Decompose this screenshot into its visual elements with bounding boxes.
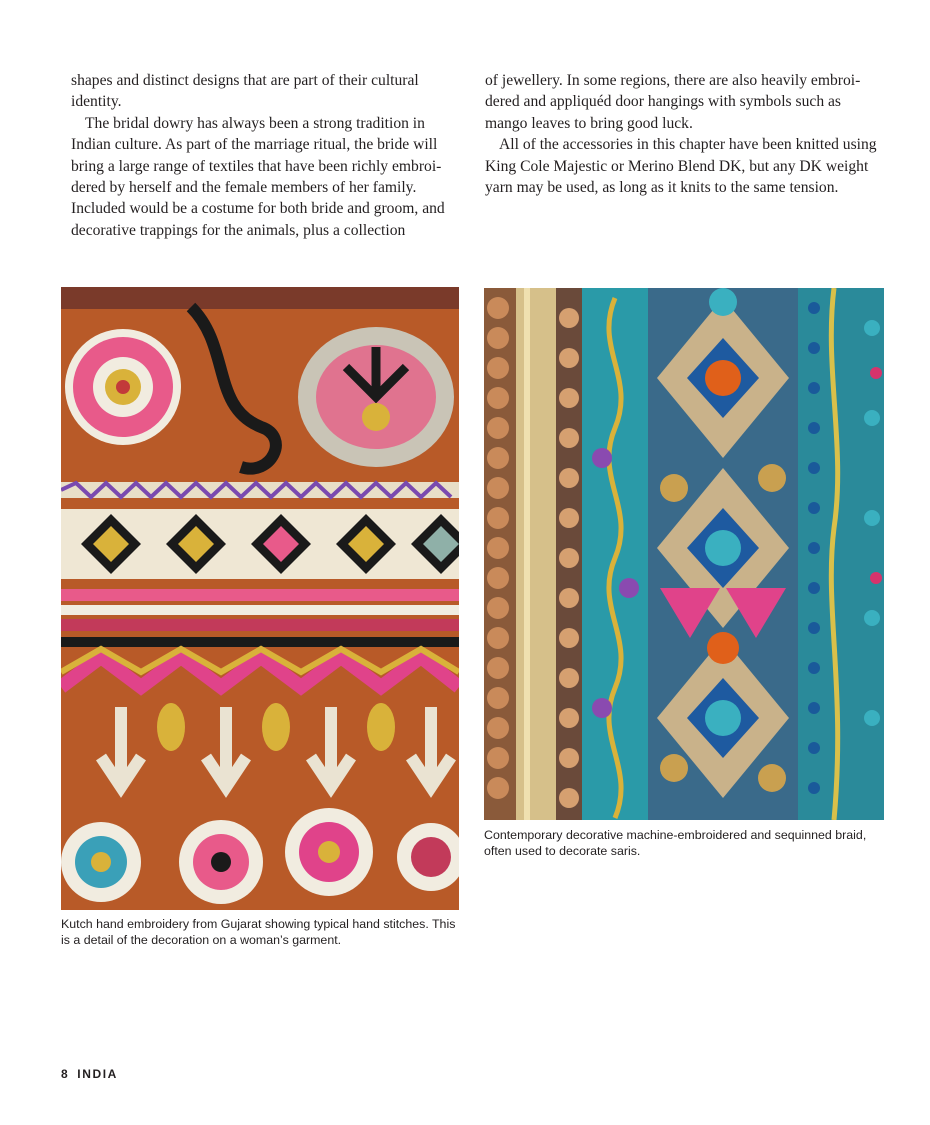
right-text-column xyxy=(485,70,885,198)
kutch-embroidery-photo xyxy=(61,287,459,910)
section-title: INDIA xyxy=(77,1067,118,1081)
kutch-embroidery-illustration xyxy=(61,287,459,910)
left-paragraph-1: shapes and distinct designs that are part of their cultural identity. xyxy=(71,72,419,111)
left-paragraph-2: The bridal dowry has always been a strong tradition in Indian culture. As part of the marriage ritual, the bride will bring a large range of textiles that have been richly embroidered by herself and the female members of her family. Included would be a costume for both bride and groom, and decorative trappings for the animals, plus a collection xyxy=(71,114,445,239)
right-paragraph-1: of jewellery. In some regions, there are also heavily embroidered and appliquéd door hangings with symbols such as mango leaves to bring good luck. xyxy=(485,72,861,132)
left-text-column xyxy=(71,70,466,241)
page-footer xyxy=(61,1067,118,1081)
page-number: 8 xyxy=(61,1067,70,1081)
braid-photo-caption: Contemporary decorative machine-embroidered and sequinned braid, often used to decorate saris. xyxy=(484,828,867,858)
kutch-photo-caption: Kutch hand embroidery from Gujarat showing typical hand stitches. This is a detail of the decoration on a woman’s garment. xyxy=(61,917,456,947)
braid-sequin-illustration xyxy=(484,288,884,820)
right-paragraph-2: All of the accessories in this chapter have been knitted using King Cole Majestic or Merino Blend DK, but any DK weight yarn may be used, as long as it knits to the same tension. xyxy=(485,136,877,197)
braid-sequin-photo xyxy=(484,288,884,820)
